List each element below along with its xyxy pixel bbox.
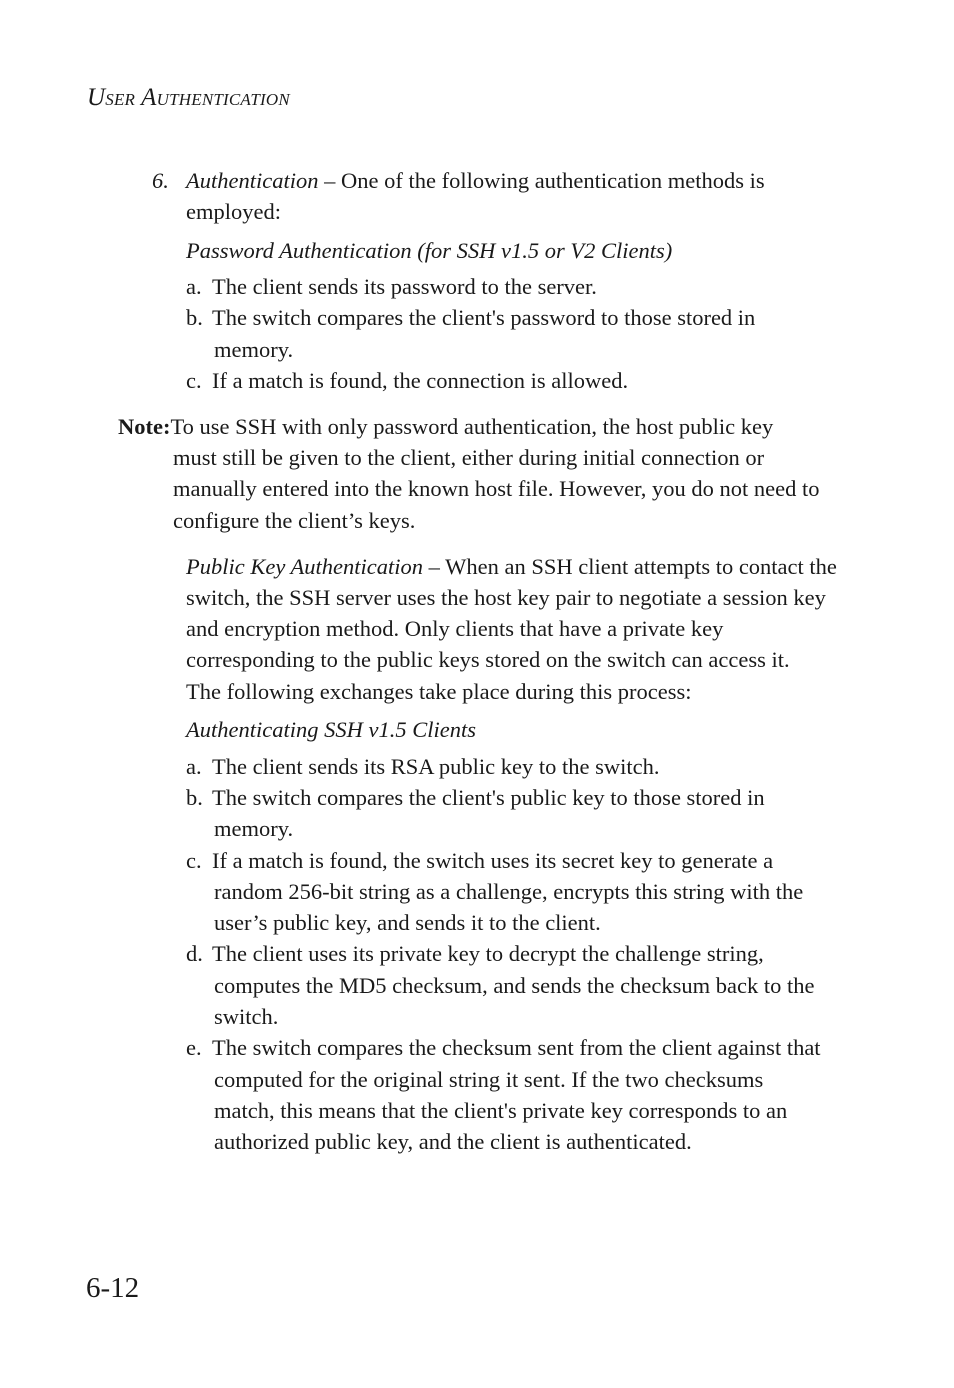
- ssh15-item-c-marker: c.: [186, 848, 202, 873]
- password-item-a-line-1: The client sends its password to the server.: [212, 274, 597, 299]
- password-item-a-marker: a.: [186, 274, 202, 299]
- password-item-b-line-1: The switch compares the client's password to those stored in: [212, 305, 756, 330]
- pubkey-text-1: – When an SSH client attempts to contact the: [423, 554, 837, 579]
- pubkey-term: Public Key Authentication: [186, 554, 424, 579]
- header-rest-authentication: UTHENTICATION: [156, 90, 290, 109]
- password-item-b-line-2: memory.: [214, 337, 294, 362]
- step-6-number: 6.: [152, 168, 169, 193]
- password-auth-heading: Password Authentication (for SSH v1.5 or V2 Clients): [186, 238, 673, 263]
- step-6-line-1: [186, 168, 765, 194]
- header-initial-u: U: [87, 84, 106, 111]
- note-line-3: manually entered into the known host file. However, you do not need to: [173, 476, 820, 501]
- pubkey-line-3: and encryption method. Only clients that have a private key: [186, 616, 724, 641]
- ssh15-item-e-line-2: computed for the original string it sent. If the two checksums: [214, 1067, 764, 1092]
- step-6-line-2: employed:: [186, 199, 281, 224]
- ssh15-item-d-line-1: The client uses its private key to decrypt the challenge string,: [212, 941, 764, 966]
- note-label: Note:: [118, 414, 171, 439]
- ssh15-item-c-line-3: user’s public key, and sends it to the client.: [214, 910, 601, 935]
- password-item-c-line-1: If a match is found, the connection is allowed.: [212, 368, 629, 393]
- ssh15-item-a-marker: a.: [186, 754, 202, 779]
- note-line-4: configure the client’s keys.: [173, 508, 416, 533]
- page-number: 6-12: [86, 1272, 140, 1304]
- ssh15-item-d-marker: d.: [186, 941, 203, 966]
- ssh15-item-c-line-2: random 256-bit string as a challenge, encrypts this string with the: [214, 879, 804, 904]
- ssh15-item-a-line-1: The client sends its RSA public key to the switch.: [212, 754, 660, 779]
- ssh15-heading: Authenticating SSH v1.5 Clients: [186, 717, 476, 742]
- pubkey-line-5: The following exchanges take place during this process:: [186, 679, 692, 704]
- ssh15-item-b-line-1: The switch compares the client's public key to those stored in: [212, 785, 765, 810]
- step-6-text: – One of the following authentication methods is: [318, 168, 765, 193]
- ssh15-item-b-line-2: memory.: [214, 816, 294, 841]
- ssh15-item-c-line-1: If a match is found, the switch uses its secret key to generate a: [212, 848, 774, 873]
- pubkey-line-2: switch, the SSH server uses the host key pair to negotiate a session key: [186, 585, 826, 610]
- password-item-b-marker: b.: [186, 305, 203, 330]
- ssh15-item-e-line-4: authorized public key, and the client is authenticated.: [214, 1129, 692, 1154]
- ssh15-item-b-marker: b.: [186, 785, 203, 810]
- header-initial-a: A: [141, 84, 157, 111]
- ssh15-item-d-line-3: switch.: [214, 1004, 279, 1029]
- step-6-term: Authentication: [186, 168, 319, 193]
- ssh15-item-d-line-2: computes the MD5 checksum, and sends the checksum back to the: [214, 973, 815, 998]
- note-text-1: To use SSH with only password authentication, the host public key: [170, 414, 774, 439]
- note-line-2: must still be given to the client, either during initial connection or: [173, 445, 765, 470]
- pubkey-line-1: [186, 554, 837, 580]
- password-item-c-marker: c.: [186, 368, 202, 393]
- running-header: [87, 84, 290, 112]
- pubkey-line-4: corresponding to the public keys stored on the switch can access it.: [186, 647, 790, 672]
- note-line-1: [118, 414, 773, 440]
- ssh15-item-e-marker: e.: [186, 1035, 202, 1060]
- header-rest-user: SER: [105, 90, 136, 109]
- ssh15-item-e-line-3: match, this means that the client's private key corresponds to an: [214, 1098, 788, 1123]
- ssh15-item-e-line-1: The switch compares the checksum sent from the client against that: [212, 1035, 821, 1060]
